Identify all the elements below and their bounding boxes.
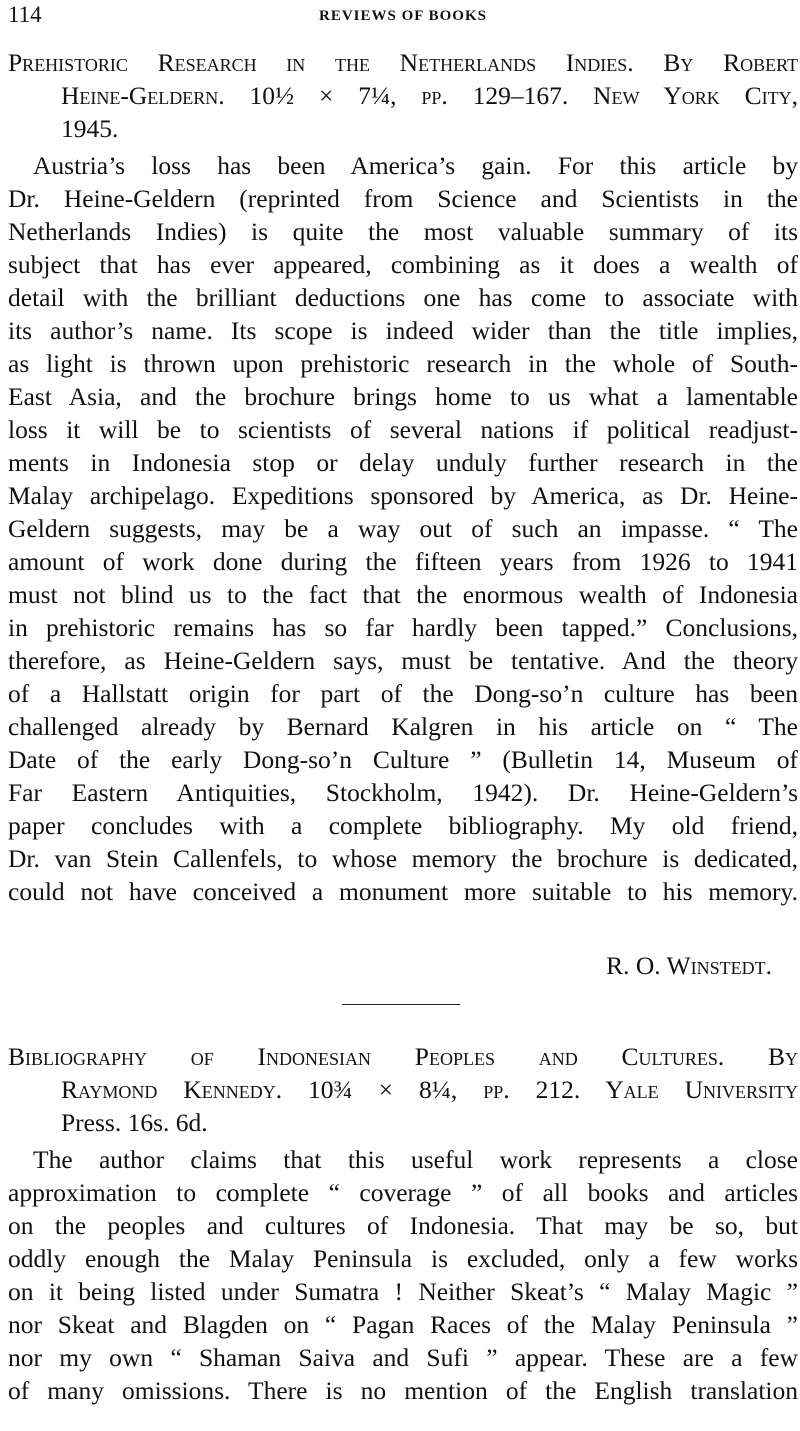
running-head (8, 0, 798, 30)
review1-body-line: challenged already by Bernard Kalgren in his article on “ The (8, 712, 798, 741)
review1-body-line: Malay archipelago. Expeditions sponsored by America, as Dr. Heine- (8, 481, 798, 510)
review1-body-line: in prehistoric remains has so far hardly been tapped.” Conclusions, (8, 613, 798, 642)
review1-heading-line: Heine-Geldern. 10½ × 7¼, pp. 129–167. New York City, (61, 81, 798, 110)
review2-body-line: approximation to complete “ coverage ” of all books and articles (8, 1178, 798, 1207)
review2-heading-line: Press. 16s. 6d. (61, 1108, 208, 1137)
review1-body-line: must not blind us to the fact that the enormous wealth of Indonesia (8, 580, 798, 609)
review1-body-line: could not have conceived a monument more suitable to his memory. (8, 877, 798, 906)
review1-body-line: of a Hallstatt origin for part of the Dong-so’n culture has been (8, 679, 798, 708)
review2-body-line: The author claims that this useful work represents a close (33, 1145, 798, 1174)
review1-body-line: Far Eastern Antiquities, Stockholm, 1942). Dr. Heine-Geldern’s (8, 778, 798, 807)
review1-body-line: Netherlands Indies) is quite the most valuable summary of its (8, 217, 798, 246)
review2-body-line: nor my own “ Shaman Saiva and Sufi ” appear. These are a few (8, 1343, 798, 1372)
review2-body-line: on it being listed under Sumatra ! Neither Skeat’s “ Malay Magic ” (8, 1277, 798, 1306)
review1-signature: R. O. Winstedt. (606, 951, 772, 980)
review1-body-line: Austria’s loss has been America’s gain. For this article by (33, 151, 798, 180)
review1-body-line: loss it will be to scientists of several nations if political readjust- (8, 415, 798, 444)
review1-body-line: detail with the brilliant deductions one has come to associate with (8, 283, 798, 312)
section-divider (342, 1004, 460, 1005)
review1-body-line: Geldern suggests, may be a way out of such an impasse. “ The (8, 514, 798, 543)
review1-body-line: Dr. Heine-Geldern (reprinted from Science and Scientists in the (8, 184, 798, 213)
review1-heading-line: Prehistoric Research in the Netherlands Indies. By Robert (8, 48, 798, 77)
review1-body-line: subject that has ever appeared, combining as it does a wealth of (8, 250, 798, 279)
review1-body-line: Dr. van Stein Callenfels, to whose memory the brochure is dedicated, (8, 844, 798, 873)
review2-body-line: on the peoples and cultures of Indonesia. That may be so, but (8, 1211, 798, 1240)
review1-body-line: ments in Indonesia stop or delay unduly further research in the (8, 448, 798, 477)
review1-body-line: its author’s name. Its scope is indeed wider than the title implies, (8, 316, 798, 345)
review1-body-line: Date of the early Dong-so’n Culture ” (Bulletin 14, Museum of (8, 745, 798, 774)
review1-body-line: as light is thrown upon prehistoric research in the whole of South- (8, 349, 798, 378)
running-head-title: REVIEWS OF BOOKS (319, 8, 487, 24)
review2-body-line: of many omissions. There is no mention of the English translation (8, 1376, 798, 1405)
review2-heading-line: Raymond Kennedy. 10¾ × 8¼, pp. 212. Yale University (61, 1075, 798, 1104)
review1-body-line: paper concludes with a complete bibliography. My old friend, (8, 811, 798, 840)
review1-body-line: therefore, as Heine-Geldern says, must be tentative. And the theory (8, 646, 798, 675)
review1-body-line: amount of work done during the fifteen years from 1926 to 1941 (8, 547, 798, 576)
review2-heading-line: Bibliography of Indonesian Peoples and Cultures. By (8, 1042, 798, 1071)
review1-heading-line: 1945. (61, 114, 119, 143)
page-number: 114 (8, 2, 42, 27)
review1-body-line: East Asia, and the brochure brings home to us what a lamentable (8, 382, 798, 411)
review2-body-line: nor Skeat and Blagden on “ Pagan Races of the Malay Peninsula ” (8, 1310, 798, 1339)
review2-body-line: oddly enough the Malay Peninsula is excluded, only a few works (8, 1244, 798, 1273)
